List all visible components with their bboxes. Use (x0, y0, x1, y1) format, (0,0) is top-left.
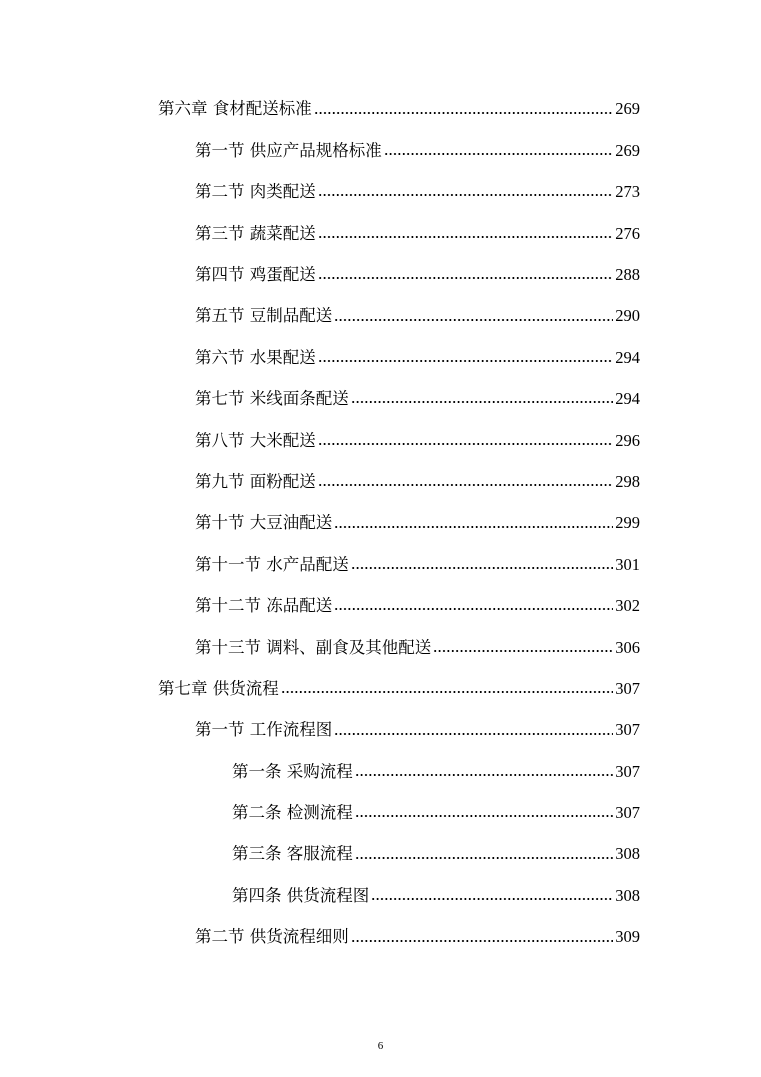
toc-entry-section[interactable] (0, 213, 761, 254)
toc-entry-title: 第十二节 冻品配送 (195, 596, 333, 616)
table-of-contents (0, 89, 761, 958)
toc-entry-section[interactable] (0, 462, 761, 503)
toc-entry-section[interactable] (0, 337, 761, 378)
toc-entry-section[interactable] (0, 710, 761, 751)
toc-dot-leader (318, 443, 614, 445)
toc-entry-section[interactable] (0, 172, 761, 213)
toc-dot-leader (334, 733, 613, 735)
toc-entry-title: 第六节 水果配送 (195, 347, 316, 367)
toc-entry-page: 308 (615, 885, 640, 905)
toc-entry-title: 第十三节 调料、副食及其他配送 (195, 637, 432, 657)
toc-dot-leader (351, 940, 614, 942)
toc-entry-article[interactable] (0, 875, 761, 916)
toc-entry-page: 308 (615, 844, 640, 864)
toc-dot-leader (318, 236, 614, 238)
toc-dot-leader (318, 484, 614, 486)
toc-entry-section[interactable] (0, 296, 761, 337)
toc-dot-leader (281, 691, 614, 693)
toc-dot-leader (318, 277, 614, 279)
toc-dot-leader (384, 153, 614, 155)
toc-entry-title: 第二条 检测流程 (232, 803, 353, 823)
toc-dot-leader (355, 815, 614, 817)
toc-entry-section[interactable] (0, 917, 761, 958)
toc-entry-page: 276 (615, 223, 640, 243)
toc-entry-section[interactable] (0, 379, 761, 420)
toc-entry-section[interactable] (0, 255, 761, 296)
toc-entry-page: 309 (615, 927, 640, 947)
toc-entry-section[interactable] (0, 130, 761, 171)
toc-entry-title: 第一节 供应产品规格标准 (195, 140, 382, 160)
toc-entry-page: 307 (615, 720, 640, 740)
toc-entry-page: 294 (615, 347, 640, 367)
toc-dot-leader (334, 608, 613, 610)
toc-entry-title: 第一节 工作流程图 (195, 720, 333, 740)
toc-entry-page: 273 (615, 182, 640, 202)
toc-dot-leader (355, 774, 614, 776)
toc-entry-title: 第七章 供货流程 (158, 678, 279, 698)
toc-entry-section[interactable] (0, 627, 761, 668)
toc-entry-page: 290 (615, 306, 640, 326)
toc-entry-title: 第九节 面粉配送 (195, 471, 316, 491)
page-number: 6 (377, 1040, 384, 1052)
toc-entry-title: 第二节 肉类配送 (195, 182, 316, 202)
toc-dot-leader (351, 567, 614, 569)
toc-dot-leader (334, 319, 613, 321)
toc-entry-section[interactable] (0, 503, 761, 544)
toc-entry-chapter-7[interactable] (0, 668, 761, 709)
toc-dot-leader (351, 401, 614, 403)
toc-entry-chapter-6[interactable] (0, 89, 761, 130)
toc-entry-page: 307 (615, 803, 640, 823)
toc-entry-title: 第一条 采购流程 (232, 761, 353, 781)
toc-entry-title: 第四条 供货流程图 (232, 885, 370, 905)
toc-entry-section[interactable] (0, 420, 761, 461)
toc-entry-page: 302 (615, 596, 640, 616)
toc-entry-section[interactable] (0, 586, 761, 627)
toc-entry-page: 299 (615, 513, 640, 533)
toc-entry-title: 第六章 食材配送标准 (158, 99, 312, 119)
toc-entry-page: 301 (615, 554, 640, 574)
toc-entry-section[interactable] (0, 544, 761, 585)
toc-dot-leader (371, 898, 613, 900)
toc-dot-leader (318, 360, 614, 362)
toc-entry-title: 第五节 豆制品配送 (195, 306, 333, 326)
toc-entry-page: 307 (615, 761, 640, 781)
toc-entry-title: 第十节 大豆油配送 (195, 513, 333, 533)
toc-entry-page: 298 (615, 471, 640, 491)
toc-entry-article[interactable] (0, 751, 761, 792)
toc-entry-page: 294 (615, 389, 640, 409)
toc-entry-title: 第十一节 水产品配送 (195, 554, 349, 574)
toc-entry-title: 第八节 大米配送 (195, 430, 316, 450)
toc-entry-page: 306 (615, 637, 640, 657)
toc-entry-page: 269 (615, 99, 640, 119)
toc-entry-title: 第二节 供货流程细则 (195, 927, 349, 947)
toc-entry-article[interactable] (0, 793, 761, 834)
toc-entry-page: 307 (615, 678, 640, 698)
toc-entry-title: 第四节 鸡蛋配送 (195, 265, 316, 284)
toc-dot-leader (355, 857, 614, 859)
toc-entry-article[interactable] (0, 834, 761, 875)
toc-entry-title: 第三条 客服流程 (232, 844, 353, 864)
toc-dot-leader (334, 526, 613, 528)
toc-entry-page: 296 (615, 430, 640, 450)
toc-entry-page: 269 (615, 140, 640, 160)
toc-entry-title: 第七节 米线面条配送 (195, 389, 349, 409)
toc-entry-title: 第三节 蔬菜配送 (195, 223, 316, 243)
toc-dot-leader (433, 650, 613, 652)
toc-entry-page: 288 (615, 265, 640, 284)
toc-dot-leader (318, 194, 614, 196)
toc-dot-leader (314, 112, 614, 114)
